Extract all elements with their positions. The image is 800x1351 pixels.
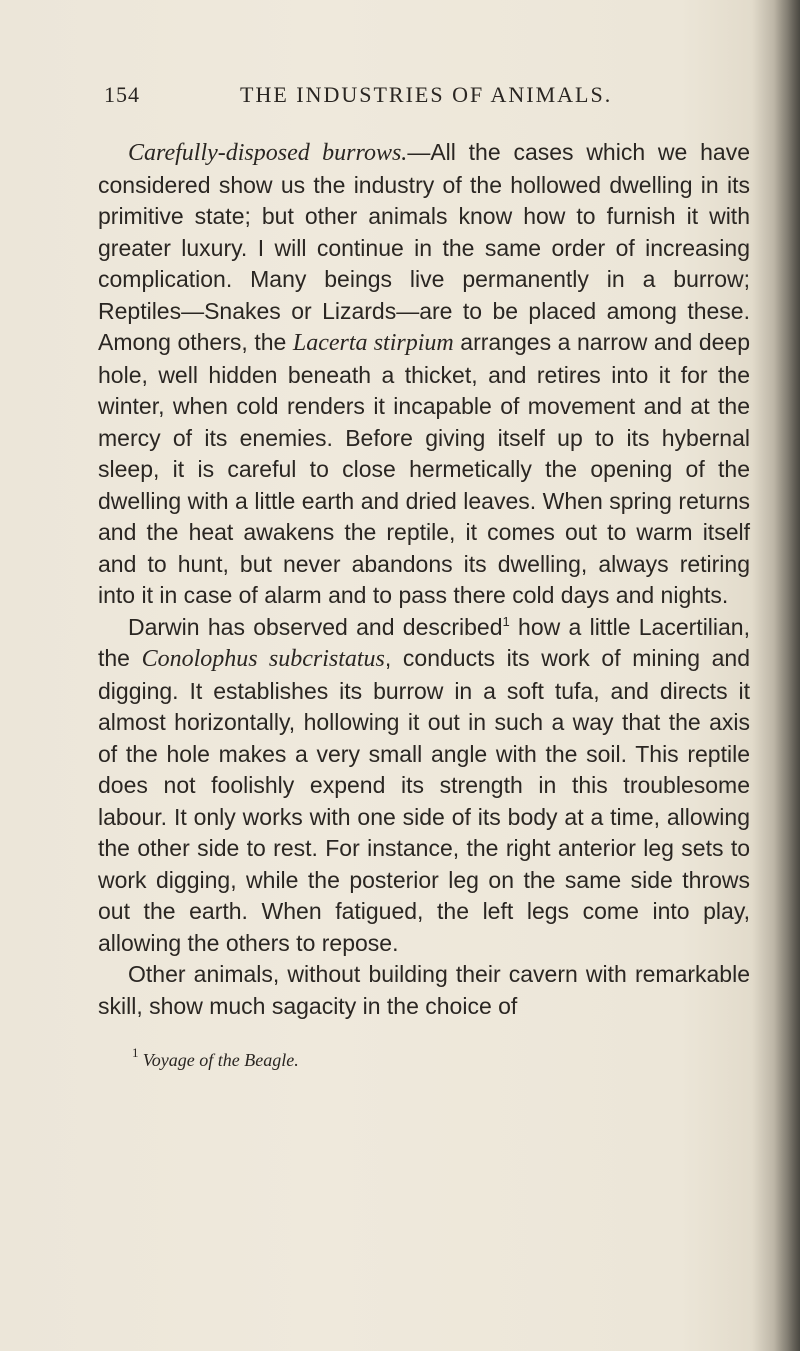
paragraph-3: [98, 959, 750, 1022]
paragraph-2-text-b: how a little Lacertilian, the: [98, 613, 750, 671]
footnote-mark: 1: [132, 1045, 139, 1060]
running-title: THE INDUSTRIES OF ANIMALS.: [240, 82, 613, 107]
paragraph-2: [98, 612, 750, 960]
footnote: [132, 1045, 299, 1071]
body-text: [98, 137, 750, 1022]
footnote-text: Voyage of the Beagle.: [142, 1050, 299, 1070]
paragraph-1: [98, 137, 750, 612]
paragraph-2-text-c: , conducts its work of mining and digging. It establishes its burrow in a soft tufa, and directs it almost horizontally, hollowing it out in such a way that the axis of the hole makes a very small angle with the soil. This reptile does not foolishly expend its strength in this troublesome labour. It only works with one side of its body at a time, allowing the other side to rest. For instance, the right anterior leg sets to work digging, while the posterior leg on the same side throws out the earth. When fatigued, the left legs come into play, allowing the others to repose.: [98, 645, 750, 956]
page-number: 154: [104, 82, 140, 107]
page-header: [104, 82, 742, 112]
paragraph-3-text: Other animals, without building their cavern with remarkable skill, show much sagacity in the choice of: [98, 961, 750, 1019]
paragraph-1-text-b: arranges a narrow and deep hole, well hidden beneath a thicket, and retires into it for the winter, when cold renders it incapable of movement and at the mercy of its enemies. Before giving itself up to its hybernal sleep, it is careful to close hermetically the opening of the dwelling with a little earth and dried leaves. When spring returns and the heat awakens the reptile, it comes out to warm itself and to hunt, but never abandons its dwelling, always retiring into it in case of alarm and to pass there cold days and nights.: [98, 329, 750, 608]
paragraph-1-text-a: —All the cases which we have considered show us the industry of the hollowed dwelling in its primitive state; but other animals know how to furnish it with greater luxury. I will continue in the same order of increasing complication. Many beings live permanently in a burrow; Reptiles—Snakes or Lizards—are to be placed among these. Among others, the: [98, 139, 750, 355]
species-name: Lacerta stirpium: [292, 330, 454, 356]
section-heading: Carefully-disposed burrows.: [128, 140, 408, 166]
paragraph-2-text-a: Darwin has observed and described: [128, 613, 503, 640]
species-name: Conolophus subcristatus: [141, 646, 385, 672]
footnote-reference: 1: [502, 613, 510, 629]
page-edge-shadow: [774, 0, 800, 1351]
